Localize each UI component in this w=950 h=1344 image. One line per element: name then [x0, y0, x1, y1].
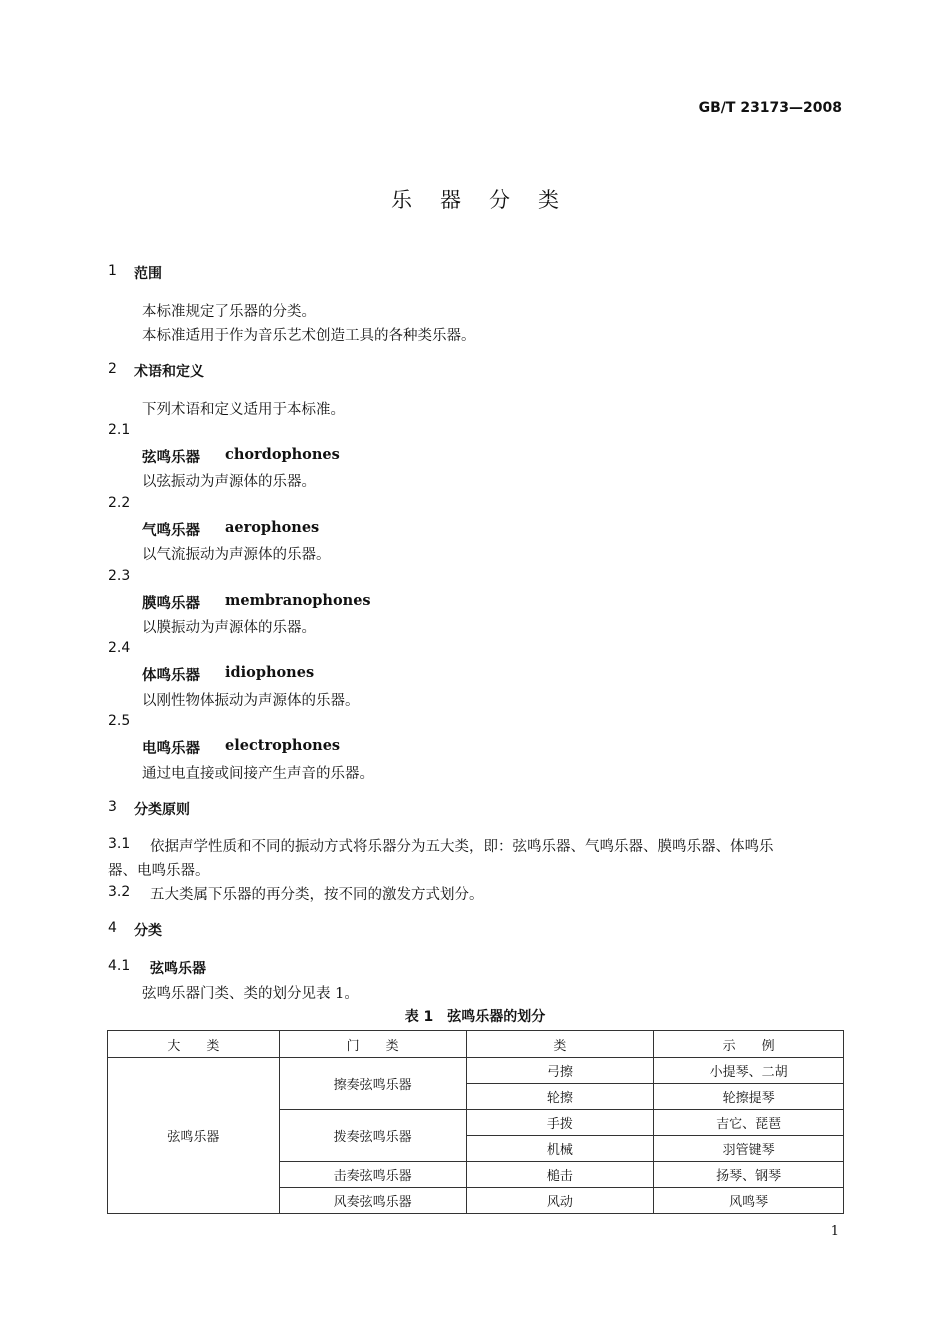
term-number: 2.5 [108, 713, 131, 729]
term-chinese: 弦鸣乐器 [142, 450, 200, 466]
section-4-number: 4 [108, 920, 117, 936]
example-cell: 扬琴、钢琴 [654, 1162, 844, 1188]
table-caption: 表 1 弦鸣乐器的划分 [404, 1009, 546, 1025]
clause-4-1-number: 4.1 [108, 958, 131, 974]
term-number: 2.2 [108, 495, 131, 511]
major-class-cell: 弦鸣乐器 [108, 1058, 280, 1214]
section-3-title: 分类原则 [134, 802, 190, 818]
term-chinese: 膜鸣乐器 [142, 596, 200, 612]
term-definition: 以气流振动为声源体的乐器。 [142, 547, 331, 563]
term-number: 2.3 [108, 568, 131, 584]
section-2-title: 术语和定义 [134, 364, 204, 380]
section-3-number: 3 [108, 799, 117, 815]
term-definition: 以弦振动为声源体的乐器。 [142, 474, 316, 490]
term-definition: 以刚性物体振动为声源体的乐器。 [142, 693, 360, 709]
clause-3-1-number: 3.1 [108, 836, 131, 852]
example-cell: 轮擦提琴 [654, 1084, 844, 1110]
header-class: 类 [466, 1031, 654, 1058]
term-chinese: 气鸣乐器 [142, 523, 200, 539]
term-number: 2.1 [108, 422, 131, 438]
term-english: aerophones [225, 519, 320, 536]
class-cell: 弓擦 [466, 1058, 654, 1084]
category-cell: 擦奏弦鸣乐器 [279, 1058, 466, 1110]
terms-intro: 下列术语和定义适用于本标准。 [142, 402, 345, 418]
header-major-class: 大 类 [108, 1031, 280, 1058]
section-1-title: 范围 [134, 266, 162, 282]
term-english: chordophones [225, 446, 340, 463]
term-english: membranophones [225, 592, 371, 609]
page-number: 1 [830, 1224, 839, 1239]
header-category: 门 类 [279, 1031, 466, 1058]
category-cell: 拨奏弦鸣乐器 [279, 1110, 466, 1162]
term-english: idiophones [225, 664, 315, 681]
section-4-title: 分类 [134, 923, 162, 939]
standard-code: GB/T 23173—2008 [698, 100, 842, 116]
scope-paragraph-2: 本标准适用于作为音乐艺术创造工具的各种类乐器。 [142, 328, 476, 344]
clause-3-1-text-line-2: 器、电鸣乐器。 [108, 863, 210, 879]
term-chinese: 电鸣乐器 [142, 741, 200, 757]
clause-3-2-number: 3.2 [108, 884, 131, 900]
table-row [108, 1058, 844, 1084]
term-definition: 以膜振动为声源体的乐器。 [142, 620, 316, 636]
clause-4-1-title: 弦鸣乐器 [150, 961, 206, 977]
clause-4-1-text: 弦鸣乐器门类、类的划分见表 1。 [142, 986, 359, 1002]
section-1-number: 1 [108, 263, 117, 279]
class-cell: 机械 [466, 1136, 654, 1162]
class-cell: 轮擦 [466, 1084, 654, 1110]
term-chinese: 体鸣乐器 [142, 668, 200, 684]
example-cell: 风鸣琴 [654, 1188, 844, 1214]
page-title: 乐器分类 [391, 188, 587, 212]
section-2-number: 2 [108, 361, 117, 377]
class-cell: 槌击 [466, 1162, 654, 1188]
classification-table [107, 1030, 844, 1214]
example-cell: 羽管键琴 [654, 1136, 844, 1162]
class-cell: 风动 [466, 1188, 654, 1214]
header-example: 示 例 [654, 1031, 844, 1058]
class-cell: 手拨 [466, 1110, 654, 1136]
scope-paragraph-1: 本标准规定了乐器的分类。 [142, 304, 316, 320]
clause-3-2-text: 五大类属下乐器的再分类，按不同的激发方式划分。 [150, 887, 484, 903]
category-cell: 击奏弦鸣乐器 [279, 1162, 466, 1188]
table-header-row [108, 1031, 844, 1058]
term-number: 2.4 [108, 640, 131, 656]
term-definition: 通过电直接或间接产生声音的乐器。 [142, 766, 374, 782]
clause-3-1-text-line-1: 依据声学性质和不同的振动方式将乐器分为五大类，即：弦鸣乐器、气鸣乐器、膜鸣乐器、体鸣乐 [150, 839, 774, 855]
category-cell: 风奏弦鸣乐器 [279, 1188, 466, 1214]
term-english: electrophones [225, 737, 341, 754]
example-cell: 吉它、琵琶 [654, 1110, 844, 1136]
example-cell: 小提琴、二胡 [654, 1058, 844, 1084]
